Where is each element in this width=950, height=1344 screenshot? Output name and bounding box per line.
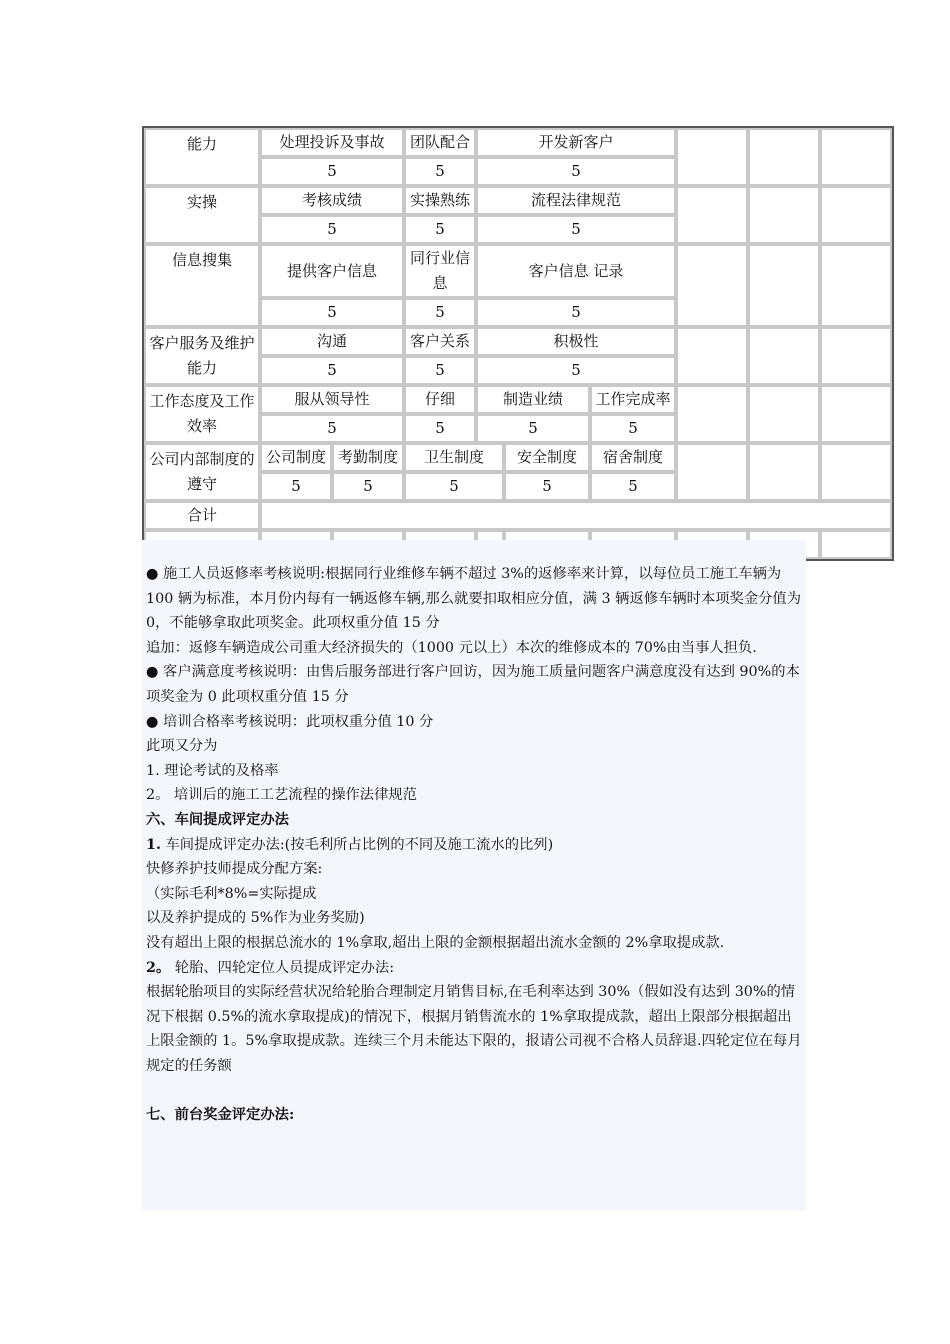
- score-cell: 5: [476, 157, 676, 186]
- empty-cell: [820, 530, 892, 559]
- table-row: [144, 186, 892, 215]
- note-item-1: 1. 理论考试的及格率: [146, 762, 279, 779]
- list-number: 2。: [146, 959, 171, 976]
- total-label: 合计: [144, 501, 260, 530]
- spacer: [146, 1078, 802, 1103]
- table-row: [144, 385, 892, 414]
- score-cell: 5: [404, 215, 476, 244]
- item-cell: 实操熟练: [404, 186, 476, 215]
- empty-cell: [820, 443, 892, 501]
- notes-section: [142, 540, 806, 1210]
- item-cell: 卫生制度: [404, 443, 504, 472]
- item-cell: 考核成绩: [260, 186, 404, 215]
- empty-cell: [820, 327, 892, 385]
- note-tire-detail: 根据轮胎项目的实际经营状况给轮胎合理制定月销售目标,在毛利率达到 30%（假如没有达到 30%的情况下根据 0.5%的流水拿取提成)的情况下，根据月销售流水的 1%拿取提成款，超出上限部分根据超出上限金额的 1。5%拿取提成款。连续三个月未能达下限的，报请公司视不合格人员辞退.四轮定位在每月规定的任务额: [146, 984, 802, 1074]
- score-cell: 5: [404, 414, 476, 443]
- total-value-cell: [260, 501, 892, 530]
- list-text: 车间提成评定办法:(按毛利所占比例的不同及施工流水的比列): [160, 836, 554, 853]
- empty-cell: [676, 443, 748, 501]
- assessment-table: [142, 126, 894, 561]
- empty-cell: [748, 327, 820, 385]
- item-cell: 宿舍制度: [590, 443, 676, 472]
- category-cell: 能力: [144, 128, 260, 186]
- score-cell: 5: [404, 356, 476, 385]
- section-heading-7: 七、前台奖金评定办法:: [146, 1107, 295, 1124]
- score-cell: 5: [404, 472, 504, 501]
- item-cell: 服从领导性: [260, 385, 404, 414]
- score-cell: 5: [260, 472, 332, 501]
- empty-cell: [748, 128, 820, 186]
- empty-cell: [820, 186, 892, 244]
- score-cell: 5: [404, 157, 476, 186]
- item-cell: 制造业绩: [476, 385, 590, 414]
- empty-cell: [676, 186, 748, 244]
- score-cell: 5: [332, 472, 404, 501]
- score-cell: 5: [590, 414, 676, 443]
- item-cell: 沟通: [260, 327, 404, 356]
- item-cell: 团队配合: [404, 128, 476, 157]
- empty-cell: [676, 327, 748, 385]
- empty-cell: [820, 244, 892, 327]
- score-cell: 5: [260, 414, 404, 443]
- score-cell: 5: [260, 157, 404, 186]
- score-cell: 5: [476, 298, 676, 327]
- empty-cell: [748, 443, 820, 501]
- item-cell: 同行业信息: [404, 244, 476, 298]
- empty-cell: [748, 244, 820, 327]
- note-tire-commission: [146, 956, 802, 981]
- empty-cell: [820, 128, 892, 186]
- item-cell: 积极性: [476, 327, 676, 356]
- note-training: ● 培训合格率考核说明：此项权重分值 10 分: [146, 713, 434, 730]
- score-cell: 5: [476, 356, 676, 385]
- score-cell: 5: [260, 298, 404, 327]
- item-cell: 提供客户信息: [260, 244, 404, 298]
- list-number: 1.: [146, 836, 161, 853]
- assessment-table-wrap: [142, 126, 894, 561]
- item-cell: 工作完成率: [590, 385, 676, 414]
- note-subdivided: 此项又分为: [146, 738, 218, 755]
- empty-cell: [820, 385, 892, 443]
- category-cell: 公司内部制度的遵守: [144, 443, 260, 501]
- category-cell: 实操: [144, 186, 260, 244]
- note-workshop-commission: [146, 833, 802, 858]
- item-cell: 客户关系: [404, 327, 476, 356]
- category-cell: 信息搜集: [144, 244, 260, 327]
- item-cell: 处理投诉及事故: [260, 128, 404, 157]
- note-return-rate: ● 施工人员返修率考核说明:根据同行业维修车辆不超过 3%的返修率来计算，以每位员工施工车辆为 100 辆为标准，本月份内每有一辆返修车辆,那么就要扣取相应分值，满 3 辆返修车辆时本项奖金分值为 0，不能够拿取此项奖金。此项权重分值 15 分: [146, 566, 802, 632]
- category-cell: 工作态度及工作效率: [144, 385, 260, 443]
- score-cell: 5: [260, 356, 404, 385]
- category-cell: 客户服务及维护能力: [144, 327, 260, 385]
- item-cell: 客户信息 记录: [476, 244, 676, 298]
- item-cell: 考勤制度: [332, 443, 404, 472]
- table-row: [144, 443, 892, 472]
- empty-cell: [748, 385, 820, 443]
- empty-cell: [676, 244, 748, 327]
- note-bonus: 以及养护提成的 5%作为业务奖励): [146, 910, 365, 927]
- score-cell: 5: [404, 298, 476, 327]
- item-cell: 公司制度: [260, 443, 332, 472]
- note-quick-service-plan: 快修养护技师提成分配方案:: [146, 861, 323, 878]
- note-formula: （实际毛利*8%=实际提成: [146, 885, 317, 902]
- item-cell: 开发新客户: [476, 128, 676, 157]
- item-cell: 安全制度: [504, 443, 590, 472]
- item-cell: 仔细: [404, 385, 476, 414]
- note-cap-rule: 没有超出上限的根据总流水的 1%拿取,超出上限的金额根据超出流水金额的 2%拿取提成款.: [146, 934, 725, 951]
- table-row: [144, 128, 892, 157]
- table-row-total: [144, 501, 892, 530]
- empty-cell: [676, 385, 748, 443]
- note-item-2: 2。 培训后的施工工艺流程的操作法律规范: [146, 787, 417, 804]
- item-cell: 流程法律规范: [476, 186, 676, 215]
- score-cell: 5: [476, 414, 590, 443]
- score-cell: 5: [260, 215, 404, 244]
- empty-cell: [748, 186, 820, 244]
- empty-cell: [676, 128, 748, 186]
- table-row: [144, 327, 892, 356]
- score-cell: 5: [590, 472, 676, 501]
- score-cell: 5: [476, 215, 676, 244]
- note-additional: 追加：返修车辆造成公司重大经济损失的（1000 元以上）本次的维修成本的 70%由当事人担负.: [146, 639, 757, 656]
- note-satisfaction: ● 客户满意度考核说明：由售后服务部进行客户回访，因为施工质量问题客户满意度没有达到 90%的本项奖金为 0 此项权重分值 15 分: [146, 664, 800, 705]
- section-heading-6: 六、车间提成评定办法: [146, 811, 289, 828]
- list-text: 轮胎、四轮定位人员提成评定办法:: [170, 959, 395, 976]
- score-cell: 5: [504, 472, 590, 501]
- table-row: [144, 244, 892, 298]
